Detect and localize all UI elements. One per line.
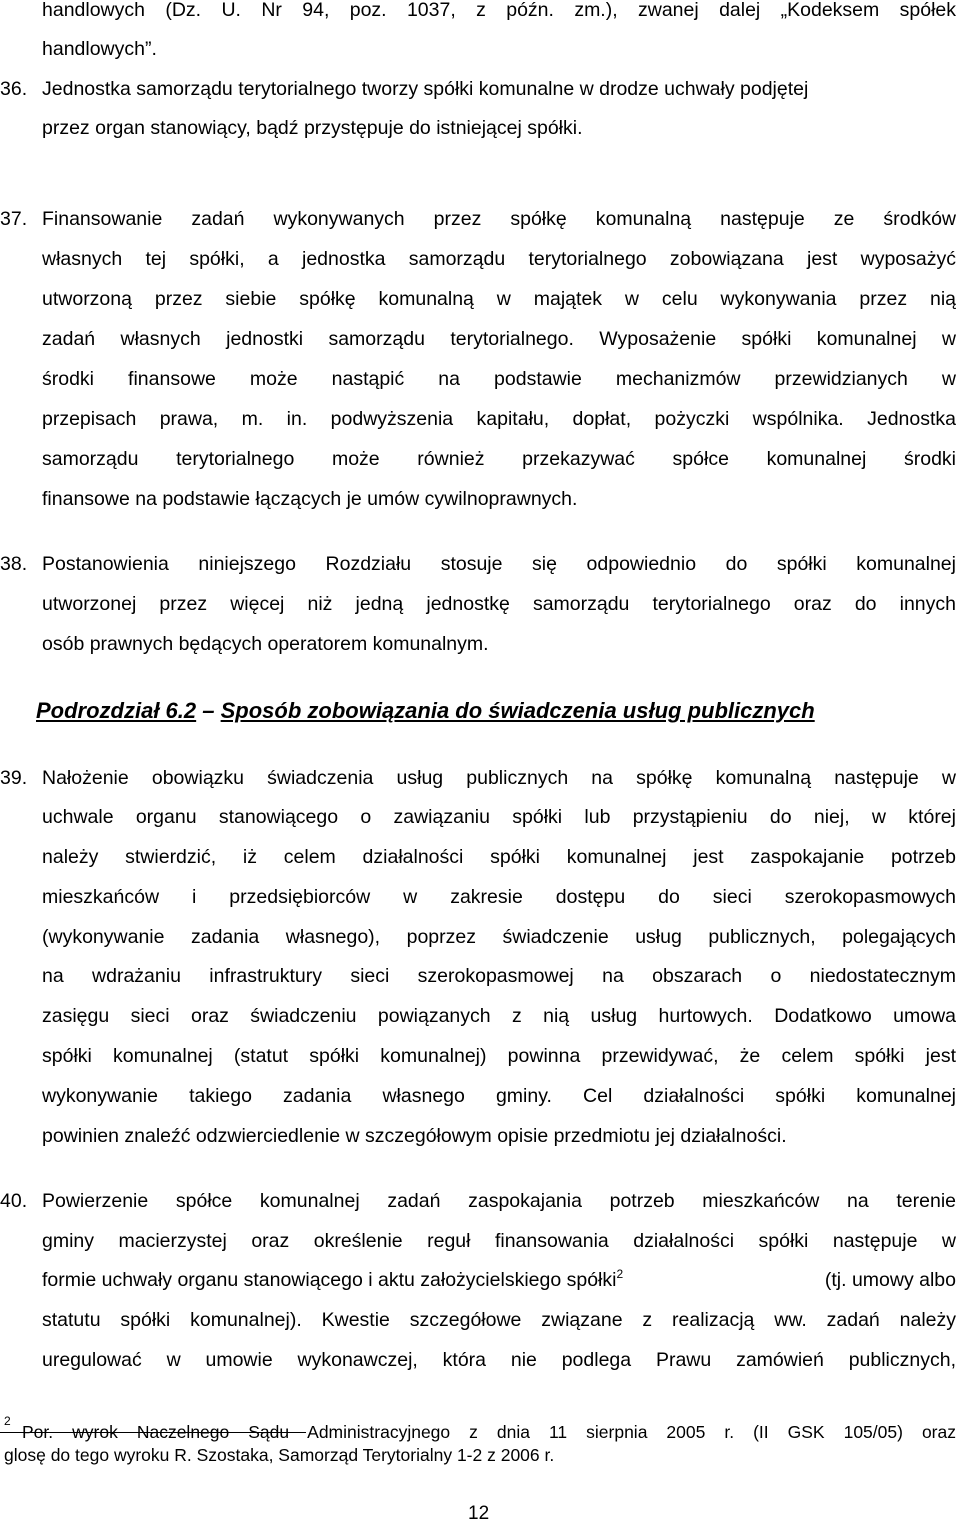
paragraph-number: 39. [0, 767, 28, 789]
paragraph-line: przez organ stanowiący, bądź przystępuje do istniejącej spółki. [42, 117, 583, 139]
continuation-line: handlowych (Dz. U. Nr 94, poz. 1037, z późn. zm.), zwanej dalej „Kodeksem spółek [42, 0, 956, 21]
paragraph-line: (wykonywanie zadania własnego), poprzez świadczenie usług publicznych, polegających [42, 926, 956, 948]
paragraph-number: 40. [0, 1190, 28, 1212]
paragraph-line: na wdrażaniu infrastruktury sieci szerokopasmowej na obszarach o niedostatecznym [42, 965, 956, 987]
paragraph-line: powinien znaleźć odzwierciedlenie w szczegółowym opisie przedmiotu jej działalności. [42, 1125, 787, 1147]
paragraph-line: samorządu terytorialnego może również przekazywać spółce komunalnej środki [42, 448, 956, 470]
paragraph-line [42, 1268, 956, 1292]
paragraph-line: przepisach prawa, m. in. podwyższenia kapitału, dopłat, pożyczki wspólnika. Jednostka [42, 408, 956, 430]
heading-label: Podrozdział 6.2 [36, 698, 197, 723]
paragraph-line: uchwale organu stanowiącego o zawiązaniu spółki lub przystąpieniu do niej, w której [42, 806, 956, 828]
footnote-reference[interactable]: 2 [616, 1267, 624, 1281]
paragraph-line: gminy macierzystej oraz określenie reguł finansowania działalności spółki następuje w [42, 1230, 956, 1252]
paragraph-line: Jednostka samorządu terytorialnego tworzy spółki komunalne w drodze uchwały podjętej [42, 78, 809, 100]
paragraph-number: 38. [0, 553, 28, 575]
paragraph-line: Postanowienia niniejszego Rozdziału stosuje się odpowiednio do spółki komunalnej [42, 553, 956, 575]
footnote-line: Por. wyrok Naczelnego Sądu Administracyjnego z dnia 11 sierpnia 2005 r. (II GSK 105/05) oraz [22, 1422, 956, 1442]
section-heading [36, 697, 815, 725]
paragraph-line: zasięgu sieci oraz świadczeniu powiązanych z nią usług hurtowych. Dodatkowo umowa [42, 1005, 956, 1027]
continuation-line: handlowych”. [42, 38, 157, 60]
paragraph-line: finansowe na podstawie łączących je umów cywilnoprawnych. [42, 488, 578, 510]
paragraph-line: należy stwierdzić, iż celem działalności spółki komunalnej jest zaspokajanie potrzeb [42, 846, 956, 868]
heading-dash: – [196, 698, 221, 723]
page-number: 12 [468, 1503, 490, 1524]
paragraph-line: Nałożenie obowiązku świadczenia usług publicznych na spółkę komunalną następuje w [42, 767, 956, 789]
paragraph-line: utworzoną przez siebie spółkę komunalną w majątek w celu wykonywania przez nią [42, 288, 956, 310]
paragraph-line: mieszkańców i przedsiębiorców w zakresie dostępu do sieci szerokopasmowych [42, 886, 956, 908]
footnote-line: glosę do tego wyroku R. Szostaka, Samorząd Terytorialny 1-2 z 2006 r. [4, 1445, 555, 1465]
paragraph-number: 37. [0, 208, 28, 230]
paragraph-line: spółki komunalnej (statut spółki komunalnej) powinna przewidywać, że celem spółki jest [42, 1045, 956, 1067]
heading-title: Sposób zobowiązania do świadczenia usług publicznych [220, 698, 815, 723]
paragraph-line-text: formie uchwały organu stanowiącego i aktu założycielskiego spółki [42, 1269, 617, 1291]
paragraph-line: wykonywanie takiego zadania własnego gminy. Cel działalności spółki komunalnej [42, 1085, 956, 1107]
paragraph-line: środki finansowe może nastąpić na podstawie mechanizmów przewidzianych w [42, 368, 956, 390]
paragraph-line: zadań własnych jednostki samorządu terytorialnego. Wyposażenie spółki komunalnej w [42, 328, 956, 350]
paragraph-number: 36. [0, 78, 28, 100]
paragraph-line: Finansowanie zadań wykonywanych przez spółkę komunalną następuje ze środków [42, 208, 956, 230]
paragraph-line: Powierzenie spółce komunalnej zadań zaspokajania potrzeb mieszkańców na terenie [42, 1190, 956, 1212]
paragraph-line-tail: (tj. umowy albo [824, 1269, 956, 1291]
paragraph-line: osób prawnych będących operatorem komunalnym. [42, 633, 489, 655]
paragraph-line: uregulować w umowie wykonawczej, która nie podlega Prawu zamówień publicznych, [42, 1349, 956, 1371]
footnote-mark: 2 [4, 1414, 11, 1428]
paragraph-line: utworzonej przez więcej niż jedną jednostkę samorządu terytorialnego oraz do innych [42, 593, 956, 615]
paragraph-line: statutu spółki komunalnej). Kwestie szczegółowe związane z realizacją ww. zadań należy [42, 1309, 956, 1331]
paragraph-line: własnych tej spółki, a jednostka samorządu terytorialnego zobowiązana jest wyposażyć [42, 248, 956, 270]
